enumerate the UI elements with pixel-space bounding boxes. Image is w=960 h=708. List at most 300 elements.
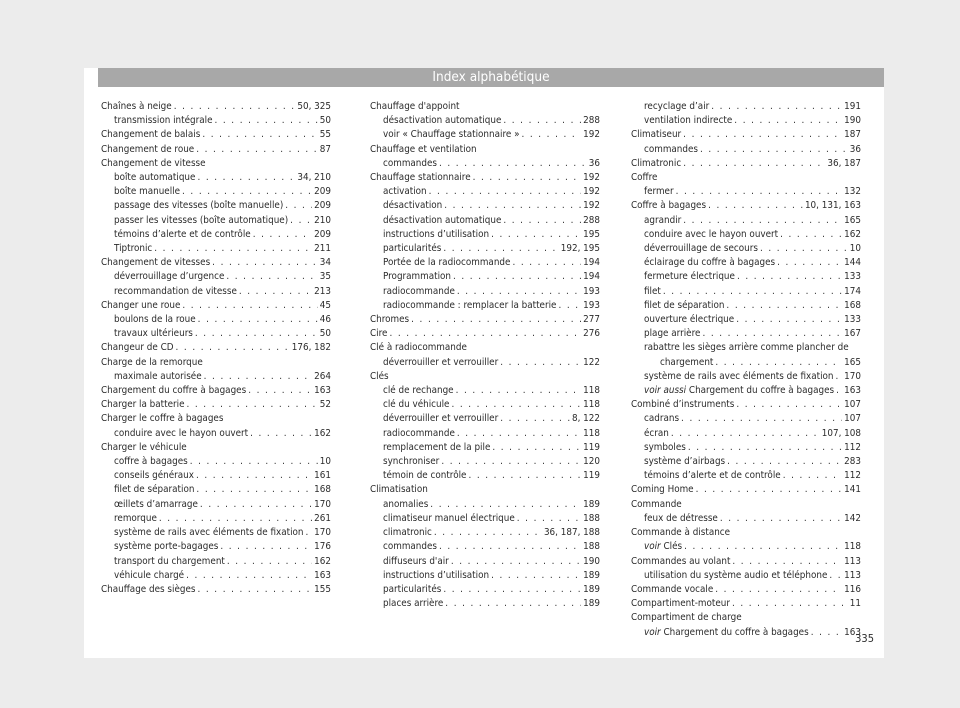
dot-leader <box>521 128 581 142</box>
index-entry-pages: 195 <box>583 228 600 240</box>
dot-leader <box>290 214 312 228</box>
index-entry-pages: 189 <box>583 598 600 610</box>
index-entry-term: passer les vitesses (boîte automatique) <box>114 214 289 226</box>
index-entry-pages: 113 <box>844 569 861 581</box>
index-entry-term: Changeur de CD <box>101 342 174 354</box>
dot-leader <box>829 569 842 583</box>
index-entry <box>101 214 331 228</box>
index-entry-pages: 55 <box>319 129 331 141</box>
index-entry-term <box>644 540 682 554</box>
index-entry <box>101 270 331 284</box>
index-entry-pages: 142 <box>844 512 861 524</box>
dot-leader <box>737 270 842 284</box>
index-entry-term: Charger le coffre à bagages <box>101 413 224 425</box>
dot-leader <box>451 398 581 412</box>
index-entry-pages: 192 <box>583 186 600 198</box>
dot-leader <box>500 412 570 426</box>
index-entry-term: clé de rechange <box>383 385 454 397</box>
index-entry-term: climatiseur manuel électrique <box>383 512 515 524</box>
index-entry-pages: 10 <box>319 456 331 468</box>
dot-leader <box>732 597 848 611</box>
index-entry-term: éclairage du coffre à bagages <box>644 257 776 269</box>
index-entry <box>101 498 331 512</box>
index-entry <box>370 143 600 157</box>
index-entry <box>101 256 331 270</box>
index-entry-pages: 264 <box>314 370 331 382</box>
index-entry-term: fermeture électrique <box>644 271 735 283</box>
dot-leader <box>434 526 542 540</box>
index-entry <box>101 412 331 426</box>
index-entry <box>631 597 861 611</box>
dot-leader <box>227 555 312 569</box>
index-entry-pages: 176, 182 <box>291 342 331 354</box>
index-entry-term <box>644 384 834 398</box>
index-entry-term: Compartiment de charge <box>631 612 742 624</box>
index-entry <box>370 199 600 213</box>
index-entry-pages: 165 <box>844 356 861 368</box>
index-entry <box>631 100 861 114</box>
index-entry <box>101 100 331 114</box>
index-entry-term: Commande à distance <box>631 527 731 539</box>
index-entry <box>370 412 600 426</box>
index-entry <box>101 569 331 583</box>
dot-leader <box>195 327 318 341</box>
index-entry-term: synchroniser <box>383 456 440 468</box>
index-entry <box>370 526 600 540</box>
dot-leader <box>715 583 842 597</box>
index-entry-pages: 168 <box>314 484 331 496</box>
index-entry <box>370 540 600 554</box>
index-entry-term: places arrière <box>383 598 444 610</box>
index-entry-term: désactivation <box>383 200 443 212</box>
index-entry-term: Charge de la remorque <box>101 356 203 368</box>
index-entry-pages: 209 <box>314 228 331 240</box>
index-entry-pages: 36, 187 <box>827 157 861 169</box>
page-number: 335 <box>855 632 874 645</box>
index-entry <box>370 583 600 597</box>
dot-leader <box>198 313 318 327</box>
index-entry-pages: 107 <box>844 399 861 411</box>
index-entry-term: système d’airbags <box>644 456 726 468</box>
index-entry-pages: 34 <box>319 257 331 269</box>
index-entry-term: agrandir <box>644 214 682 226</box>
index-entry-term: symboles <box>644 441 686 453</box>
index-entry-term: cadrans <box>644 413 680 425</box>
dot-leader <box>726 299 842 313</box>
dot-leader <box>736 313 842 327</box>
index-entry <box>631 285 861 299</box>
index-entry-term: boîte automatique <box>114 172 196 184</box>
index-entry <box>370 100 600 114</box>
index-entry-pages: 192 <box>583 172 600 184</box>
index-entry <box>631 555 861 569</box>
dot-leader <box>500 356 581 370</box>
dot-leader <box>250 427 312 441</box>
index-entry <box>370 427 600 441</box>
index-entry-pages: 288 <box>583 214 600 226</box>
index-entry-pages: 120 <box>583 456 600 468</box>
index-entry-term: véhicule chargé <box>114 569 185 581</box>
index-entry-pages: 189 <box>583 583 600 595</box>
index-entry <box>101 185 331 199</box>
dot-leader <box>760 242 848 256</box>
index-entry-pages: 118 <box>844 541 861 553</box>
index-entry <box>101 356 331 370</box>
dot-leader <box>777 256 842 270</box>
index-entry-see-also: voir aussi <box>644 385 687 397</box>
dot-leader <box>182 185 312 199</box>
index-entry-pages: 118 <box>583 385 600 397</box>
dot-leader <box>457 427 581 441</box>
index-entry <box>631 540 861 554</box>
index-entry <box>631 455 861 469</box>
index-entry-term: instructions d’utilisation <box>383 569 490 581</box>
index-entry-pages: 193 <box>583 285 600 297</box>
index-entry <box>631 214 861 228</box>
dot-leader <box>176 341 290 355</box>
index-entry-pages: 213 <box>314 285 331 297</box>
dot-leader <box>443 583 581 597</box>
dot-leader <box>197 171 295 185</box>
index-entry <box>631 483 861 497</box>
index-entry-term: conduire avec le hayon ouvert <box>644 228 779 240</box>
index-entry-pages: 288 <box>583 115 600 127</box>
index-entry-pages: 189 <box>583 569 600 581</box>
dot-leader <box>517 512 581 526</box>
index-entry-pages: 193 <box>583 299 600 311</box>
index-entry-term: maximale autorisée <box>114 370 202 382</box>
index-entry-pages: 163 <box>844 626 861 638</box>
index-entry <box>631 327 861 341</box>
index-entry-term: Chauffage des sièges <box>101 583 196 595</box>
dot-leader <box>681 412 842 426</box>
index-entry <box>631 313 861 327</box>
index-entry <box>370 256 600 270</box>
index-entry-term: Charger le véhicule <box>101 441 187 453</box>
index-entry-term: Tiptronic <box>114 243 153 255</box>
index-entry-term: recyclage d’air <box>644 101 710 112</box>
index-entry-term: Chaînes à neige <box>101 101 172 112</box>
index-entry <box>631 583 861 597</box>
index-entry <box>370 555 600 569</box>
dot-leader <box>190 455 318 469</box>
index-entry-term: Programmation <box>383 271 452 283</box>
dot-leader <box>445 597 581 611</box>
dot-leader <box>683 128 842 142</box>
dot-leader <box>202 128 317 142</box>
dot-leader <box>204 370 313 384</box>
index-entry <box>101 384 331 398</box>
index-entry-pages: 119 <box>583 470 600 482</box>
index-entry <box>101 341 331 355</box>
index-entry-pages: 119 <box>583 441 600 453</box>
index-entry-pages: 113 <box>844 555 861 567</box>
index-entry-term: Combiné d’instruments <box>631 399 735 411</box>
dot-leader <box>457 285 581 299</box>
index-entry-term: Changement de vitesse <box>101 157 206 169</box>
index-entry <box>370 441 600 455</box>
index-entry-term: système porte-bagages <box>114 541 219 553</box>
dot-leader <box>196 483 312 497</box>
index-entry <box>101 228 331 242</box>
index-entry-term: témoins d’alerte et de contrôle <box>114 228 251 240</box>
dot-leader <box>491 569 581 583</box>
dot-leader <box>671 427 820 441</box>
index-entry <box>370 299 600 313</box>
index-entry <box>101 427 331 441</box>
index-entry-term: système de rails avec éléments de fixation <box>644 370 834 382</box>
dot-leader <box>306 526 313 540</box>
index-entry <box>370 270 600 284</box>
index-entry <box>370 242 600 256</box>
index-entry-pages: 170 <box>314 498 331 510</box>
index-entry-pages: 277 <box>583 314 600 326</box>
index-entry-term: particularités <box>383 243 442 255</box>
index-entry-term: climatronic <box>383 527 432 539</box>
dot-leader <box>715 356 842 370</box>
dot-leader <box>512 256 581 270</box>
index-column-3 <box>631 100 861 640</box>
index-entry <box>101 285 331 299</box>
index-entry <box>631 441 861 455</box>
dot-leader <box>696 483 843 497</box>
index-entry-term-text: Chargement du coffre à bagages <box>686 385 835 397</box>
dot-leader <box>708 199 803 213</box>
index-entry-pages: 112 <box>844 441 861 453</box>
index-entry-pages: 161 <box>314 470 331 482</box>
dot-leader <box>783 469 842 483</box>
index-entry-term: Chauffage stationnaire <box>370 172 471 184</box>
index-entry-pages: 189 <box>583 498 600 510</box>
index-entry-term: témoins d’alerte et de contrôle <box>644 470 781 482</box>
index-entry <box>631 157 861 171</box>
index-entry-term: Chauffage d'appoint <box>370 101 460 112</box>
dot-leader <box>663 285 842 299</box>
index-entry <box>101 526 331 540</box>
index-entry <box>370 469 600 483</box>
index-entry-term: Clé à radiocommande <box>370 342 467 354</box>
index-entry-term: Clés <box>370 370 389 382</box>
dot-leader <box>429 185 582 199</box>
index-entry-pages: 50 <box>319 115 331 127</box>
index-entry-pages: 10 <box>849 243 861 255</box>
dot-leader <box>212 256 318 270</box>
index-entry <box>370 313 600 327</box>
dot-leader <box>503 114 581 128</box>
index-entry-term: Changement de roue <box>101 143 195 155</box>
index-entry <box>101 114 331 128</box>
index-entry-pages: 209 <box>314 186 331 198</box>
dot-leader <box>186 569 312 583</box>
index-entry <box>101 299 331 313</box>
index-entry <box>101 370 331 384</box>
index-entry-pages: 144 <box>844 257 861 269</box>
index-entry <box>101 398 331 412</box>
index-entry-pages: 10, 131, 163 <box>804 200 861 212</box>
index-entry-pages: 162 <box>314 427 331 439</box>
index-entry-pages: 276 <box>583 328 600 340</box>
index-entry-term: anomalies <box>383 498 429 510</box>
index-entry-term: activation <box>383 186 427 198</box>
dot-leader <box>439 540 581 554</box>
index-entry-pages: 209 <box>314 200 331 212</box>
index-entry-pages: 192 <box>583 129 600 141</box>
index-entry-pages: 194 <box>583 257 600 269</box>
index-entry-term-text: Chargement du coffre à bagages <box>660 626 809 638</box>
index-entry-pages: 170 <box>314 527 331 539</box>
index-entry <box>370 171 600 185</box>
index-entry-term: boulons de la roue <box>114 314 196 326</box>
index-entry-pages: 283 <box>844 456 861 468</box>
index-entry-term: transmission intégrale <box>114 115 213 127</box>
index-entry-pages: 165 <box>844 214 861 226</box>
index-entry-term: Coffre <box>631 172 658 184</box>
index-entry-term: déverrouiller et verrouiller <box>383 356 499 368</box>
dot-leader <box>220 540 312 554</box>
dot-leader <box>182 299 317 313</box>
index-entry <box>101 327 331 341</box>
index-entry-term: Chargement du coffre à bagages <box>101 385 247 397</box>
index-entry <box>101 583 331 597</box>
index-entry-pages: 35 <box>319 271 331 283</box>
index-entry <box>101 143 331 157</box>
dot-leader <box>389 327 581 341</box>
index-entry <box>631 412 861 426</box>
dot-leader <box>780 228 842 242</box>
index-entry <box>370 341 600 355</box>
index-entry-term: Compartiment-moteur <box>631 598 730 610</box>
index-entry-pages: 192, 195 <box>560 243 600 255</box>
dot-leader <box>226 270 317 284</box>
index-entry-term: Charger la batterie <box>101 399 185 411</box>
index-entry-pages: 87 <box>319 143 331 155</box>
dot-leader <box>439 157 587 171</box>
index-entry-term: feux de détresse <box>644 512 718 524</box>
dot-leader <box>196 469 312 483</box>
dot-leader <box>159 512 312 526</box>
index-entry <box>370 384 600 398</box>
index-entry-pages: 188 <box>583 512 600 524</box>
index-entry-pages: 46 <box>319 314 331 326</box>
index-entry <box>631 242 861 256</box>
index-entry-term: œillets d’amarrage <box>114 498 198 510</box>
index-entry <box>101 483 331 497</box>
index-entry <box>631 398 861 412</box>
dot-leader <box>468 469 581 483</box>
index-entry <box>370 597 600 611</box>
dot-leader <box>688 441 842 455</box>
index-entry-term: Cire <box>370 328 388 340</box>
index-entry <box>631 171 861 185</box>
index-entry-pages: 112 <box>844 470 861 482</box>
dot-leader <box>215 114 318 128</box>
index-column-2 <box>370 100 600 611</box>
dot-leader <box>491 228 581 242</box>
dot-leader <box>711 100 842 114</box>
index-entry-term: plage arrière <box>644 328 701 340</box>
index-entry <box>101 171 331 185</box>
index-entry-term: ouverture électrique <box>644 314 735 326</box>
index-entry-pages: 190 <box>844 115 861 127</box>
dot-leader <box>444 199 581 213</box>
index-entry-pages: 191 <box>844 101 861 112</box>
index-entry-pages: 188 <box>583 541 600 553</box>
index-entry <box>370 455 600 469</box>
index-entry-term: déverrouillage d’urgence <box>114 271 225 283</box>
index-entry-term: commandes <box>383 157 438 169</box>
dot-leader <box>836 370 843 384</box>
index-entry-term-text: Clés <box>660 541 683 553</box>
dot-leader <box>443 242 558 256</box>
index-entry-term: radiocommande <box>383 427 455 439</box>
index-entry <box>370 128 600 142</box>
index-entry-term: commandes <box>644 143 699 155</box>
dot-leader <box>558 299 581 313</box>
index-entry-term: fermer <box>644 186 674 198</box>
dot-leader <box>285 199 312 213</box>
index-entry-term: particularités <box>383 583 442 595</box>
dot-leader <box>239 285 312 299</box>
index-entry <box>101 455 331 469</box>
index-entry-pages: 8, 122 <box>571 413 600 425</box>
index-entry-pages: 141 <box>844 484 861 496</box>
index-entry-pages: 118 <box>583 399 600 411</box>
index-entry-pages: 187 <box>844 129 861 141</box>
dot-leader <box>200 498 312 512</box>
index-entry-term: travaux ultérieurs <box>114 328 193 340</box>
index-entry <box>101 555 331 569</box>
index-entry-term: Chauffage et ventilation <box>370 143 477 155</box>
index-entry-term: Commandes au volant <box>631 555 731 567</box>
dot-leader <box>411 313 581 327</box>
index-entry-term: Climatisation <box>370 484 428 496</box>
index-entry-pages: 162 <box>844 228 861 240</box>
index-entry-see-also: voir <box>644 541 661 553</box>
index-entry-term: Commande <box>631 498 682 510</box>
index-entry <box>101 242 331 256</box>
index-entry <box>101 512 331 526</box>
index-entry-term: clé du véhicule <box>383 399 450 411</box>
page-header: Index alphabétique <box>98 68 884 87</box>
index-entry-pages: 163 <box>314 385 331 397</box>
index-entry-pages: 162 <box>314 555 331 567</box>
index-entry <box>370 214 600 228</box>
index-entry-pages: 11 <box>849 598 861 610</box>
index-entry-term: Changement de balais <box>101 129 201 141</box>
index-entry-term: transport du chargement <box>114 555 225 567</box>
index-entry-pages: 50 <box>319 328 331 340</box>
index-entry-term: déverrouillage de secours <box>644 243 758 255</box>
index-entry-term: commandes <box>383 541 438 553</box>
dot-leader <box>430 498 581 512</box>
dot-leader <box>684 540 842 554</box>
index-entry-pages: 163 <box>844 385 861 397</box>
index-entry-see-also: voir <box>644 626 661 638</box>
dot-leader <box>154 242 312 256</box>
index-entry <box>370 185 600 199</box>
index-entry <box>101 199 331 213</box>
index-entry <box>631 384 861 398</box>
index-entry-pages: 167 <box>844 328 861 340</box>
index-entry-pages: 36 <box>849 143 861 155</box>
dot-leader <box>683 157 825 171</box>
index-entry <box>101 157 331 171</box>
index-entry-term: chargement <box>660 356 714 368</box>
dot-leader <box>253 228 312 242</box>
index-entry-pages: 155 <box>314 583 331 595</box>
index-entry <box>631 114 861 128</box>
index-entry-term: système de rails avec éléments de fixation <box>114 527 304 539</box>
